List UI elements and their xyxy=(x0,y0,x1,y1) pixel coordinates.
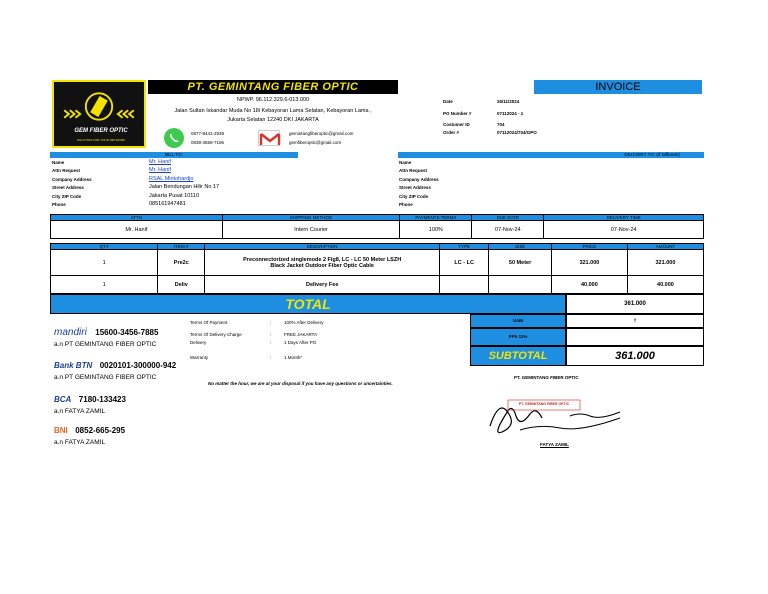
row-type xyxy=(440,276,489,294)
mandiri-holder: a.n PT GEMINTANG FIBER OPTIC xyxy=(54,341,157,348)
customer-id-label: Costumer ID xyxy=(443,122,470,127)
email-2: gemfiberoptic@gmail.com xyxy=(289,140,342,145)
uom-value: f xyxy=(566,314,704,328)
signer-name: FATYA ZAMIL xyxy=(540,442,569,447)
invoice-title: INVOICE xyxy=(534,80,702,94)
order-label: Order # xyxy=(443,130,460,135)
bank-btn xyxy=(54,355,176,381)
row-description: Preconnectorized singlemode 2 Fig8, LC - LC 50 Meter LSZH Black Jacket Outdoor Fiber Optic Cable xyxy=(205,250,440,276)
btn-account: 0020101-300000-942 xyxy=(99,361,177,370)
company-address-line1: Jalan Sultan Iskandar Muda No 18i Kebayoran Lama Selatan, Kebayoran Lama , xyxy=(174,108,372,114)
uom-label: UoM xyxy=(470,314,566,328)
subtotal-label: SUBTOTAL xyxy=(470,346,566,366)
signature-stamp-icon xyxy=(480,386,630,444)
shipping-terms: 100% xyxy=(400,221,472,239)
shipping-header-attn: ATTN xyxy=(51,215,223,221)
phone-1: 0877-8441-2939 xyxy=(191,131,225,136)
delivery-to-header: DELIVERY TO: (If Different) xyxy=(398,152,704,158)
email-1: gemintangfiberoptic@gmail.com xyxy=(289,131,354,136)
total-value: 361.000 xyxy=(566,294,704,314)
row-description: Delivery Fee xyxy=(205,276,440,294)
bni-holder: a.n FATYA ZAMIL xyxy=(54,439,106,446)
bill-to-name[interactable]: Mr. Hanif xyxy=(149,159,172,165)
logo-tagline: SOLUTION FOR YOUR NETWORK xyxy=(76,138,126,142)
logo-text: GEM FIBER OPTIC xyxy=(74,128,128,134)
date-label: Date xyxy=(443,99,453,104)
row-item: Pre2c xyxy=(158,250,205,276)
signature-company: PT. GEMINTANG FIBER OPTIC xyxy=(514,375,579,380)
shipping-header-delivery-time: DELIVERY TIME xyxy=(544,215,704,221)
terms-delivery-charge-value: FREE JAKARTA xyxy=(284,332,318,337)
items-header-size: SIZE xyxy=(489,244,552,250)
whatsapp-icon xyxy=(164,128,184,148)
items-table xyxy=(50,243,704,294)
bni-logo: BNI xyxy=(54,426,68,435)
order-value: 07112024/704/GPO xyxy=(497,130,537,135)
bill-to-company[interactable]: RSAL Mintohardjo xyxy=(149,175,194,182)
phone-2: 0838-3559-7196 xyxy=(191,140,225,145)
row-size: 50 Meter xyxy=(489,250,552,276)
signature-stamp-text: PT. GEMINTANG FIBER OPTIC xyxy=(518,402,570,406)
bca-account: 7180-133423 xyxy=(78,395,126,404)
subtotal-value: 361.000 xyxy=(566,346,704,366)
fiber-logo-icon xyxy=(54,82,144,146)
delivery-to-labels: Name Attn Request Company Address Street Address City ZIP Code Phone xyxy=(399,160,439,208)
terms-warranty-value: 1 Month* xyxy=(284,355,303,360)
row-amount: 40.000 xyxy=(627,276,703,294)
po-label: PO Number # xyxy=(443,111,472,116)
gmail-icon xyxy=(258,130,280,146)
row-size xyxy=(489,276,552,294)
bank-bni xyxy=(54,420,125,446)
bill-to-phone: 085161947481 xyxy=(149,201,186,208)
bill-to-street: Jalan Bendungan Hilir No 17 xyxy=(149,184,220,191)
shipping-header-due: DUE DATE xyxy=(472,215,544,221)
items-header-item: ITEM # xyxy=(158,244,205,250)
items-header-description: DESCRIPTION xyxy=(205,244,440,250)
row-item: Deliv xyxy=(158,276,205,294)
bill-to-attn[interactable]: Mr. Hanif xyxy=(149,167,172,174)
row-type: LC - LC xyxy=(440,250,489,276)
terms-warranty-label: Warranty xyxy=(190,355,209,360)
bank-mandiri xyxy=(54,322,158,348)
mandiri-logo: mandiri xyxy=(54,327,87,338)
terms-delivery-value: 1 Days After PO xyxy=(284,340,317,345)
terms-payment-value: 100% After Delivery xyxy=(284,320,324,325)
total-banner: TOTAL xyxy=(50,294,566,314)
ppn-label: PPn 11% xyxy=(470,328,566,346)
company-npwp: NPWP. 96.112.329.6-013.000 xyxy=(236,97,310,103)
row-qty: 1 xyxy=(51,250,158,276)
po-value: 07112024 - 1 xyxy=(497,111,524,116)
row-qty: 1 xyxy=(51,276,158,294)
shipping-header-terms: PAYMENTS TERMS xyxy=(400,215,472,221)
customer-id-value: 704 xyxy=(497,122,505,127)
bill-to-header: BILL TO: xyxy=(50,152,298,158)
items-header-amount: AMOUNT xyxy=(627,244,703,250)
company-address-line2: Jukarta Selatan 12240 DKI JAKARTA xyxy=(227,117,319,123)
mandiri-account: 15600-3456-7885 xyxy=(95,328,159,337)
table-row xyxy=(51,276,704,294)
company-name-banner: PT. GEMINTANG FIBER OPTIC xyxy=(148,80,398,94)
bank-bca xyxy=(54,389,126,415)
date-value: 25/11/2024 xyxy=(497,99,520,104)
shipping-table xyxy=(50,214,704,239)
shipping-method: Intern Courier xyxy=(222,221,400,239)
signature-area xyxy=(480,386,630,444)
items-header-price: PRICE xyxy=(551,244,627,250)
bni-account: 0852-665-295 xyxy=(75,426,126,435)
bca-logo: BCA xyxy=(54,395,72,404)
terms-payment-label: Terms Of Payment xyxy=(190,320,228,325)
terms-delivery-charge-label: Terms Of Delivery Charge xyxy=(190,332,242,337)
ppn-value xyxy=(566,328,704,346)
row-price: 40.000 xyxy=(551,276,627,294)
shipping-header-method: SHIPPING METHOD xyxy=(222,215,400,221)
bca-holder: a.n FATYA ZAMIL xyxy=(54,408,106,415)
shipping-due: 07-Nov-24 xyxy=(472,221,544,239)
footer-note: No matter the hour, we are at your disposal if you have any questions or uncertainties. xyxy=(208,381,393,386)
shipping-delivery-time: 07-Nov-24 xyxy=(544,221,704,239)
table-row xyxy=(51,250,704,276)
bill-to-labels: Name Attn Request Company Address Street Address City ZIP Code Phone xyxy=(52,160,92,208)
row-amount: 321.000 xyxy=(627,250,703,276)
terms-delivery-label: Delivery xyxy=(190,340,207,345)
bill-to-city: Jakarta Pusat 10110 xyxy=(149,192,200,199)
btn-logo: Bank BTN xyxy=(54,361,93,370)
shipping-attn: Mr. Hanif xyxy=(51,221,223,239)
items-header-type: TYPE xyxy=(440,244,489,250)
row-price: 321.000 xyxy=(551,250,627,276)
items-header-qty: QTY xyxy=(51,244,158,250)
company-logo xyxy=(52,80,146,148)
bill-to-values xyxy=(149,158,219,208)
btn-holder: a.n PT GEMINTANG FIBER OPTIC xyxy=(54,374,157,381)
